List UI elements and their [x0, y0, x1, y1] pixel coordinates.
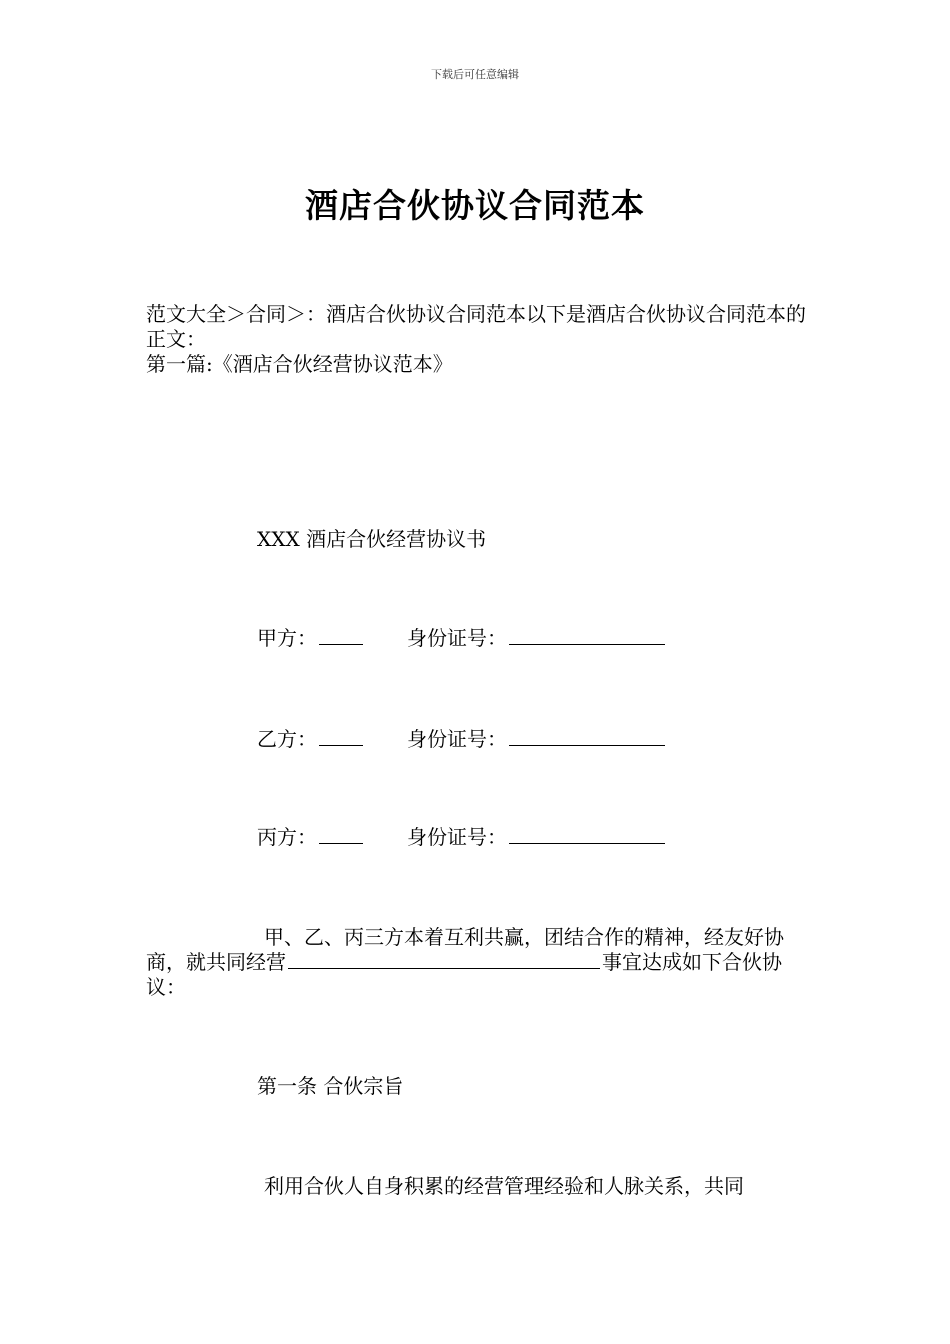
preamble-text-b: 事宜达成如下合伙协议：: [146, 950, 782, 999]
party-b-row: [257, 726, 665, 752]
party-b-id-blank: [509, 727, 665, 746]
intro-paragraph: [146, 302, 806, 377]
agreement-heading: XXX 酒店合伙经营协议书: [257, 527, 487, 551]
document-title: 酒店合伙协议合同范本: [305, 186, 645, 225]
party-b-name-blank: [319, 727, 363, 746]
party-c-id-blank: [509, 825, 665, 844]
business-blank: [288, 950, 600, 969]
intro-text: 范文大全＞合同＞：酒店合伙协议合同范本以下是酒店合伙协议合同范本的正文：: [146, 302, 806, 351]
party-c-label: 丙方：: [257, 825, 317, 849]
party-c-row: [257, 824, 665, 850]
party-b-label: 乙方：: [257, 727, 317, 751]
preamble-paragraph: [146, 925, 806, 1000]
party-c-id-label: 身份证号：: [407, 825, 507, 849]
article-1-title: 第一条 合伙宗旨: [257, 1074, 404, 1098]
preamble-text-a: 甲、乙、丙三方本着互利共赢，团结合作的精神，经友好协商，就共同经营: [146, 925, 784, 974]
party-b-id-label: 身份证号：: [407, 727, 507, 751]
party-a-id-blank: [509, 626, 665, 645]
intro-part-one-title: 第一篇:《酒店合伙经营协议范本》: [146, 352, 453, 376]
party-a-label: 甲方：: [257, 626, 317, 650]
party-a-row: [257, 625, 665, 651]
party-a-id-label: 身份证号：: [407, 626, 507, 650]
party-a-name-blank: [319, 626, 363, 645]
page-header-note: 下载后可任意编辑: [431, 68, 519, 81]
article-1-text: 利用合伙人自身积累的经营管理经验和人脉关系，共同: [264, 1174, 744, 1198]
party-c-name-blank: [319, 825, 363, 844]
